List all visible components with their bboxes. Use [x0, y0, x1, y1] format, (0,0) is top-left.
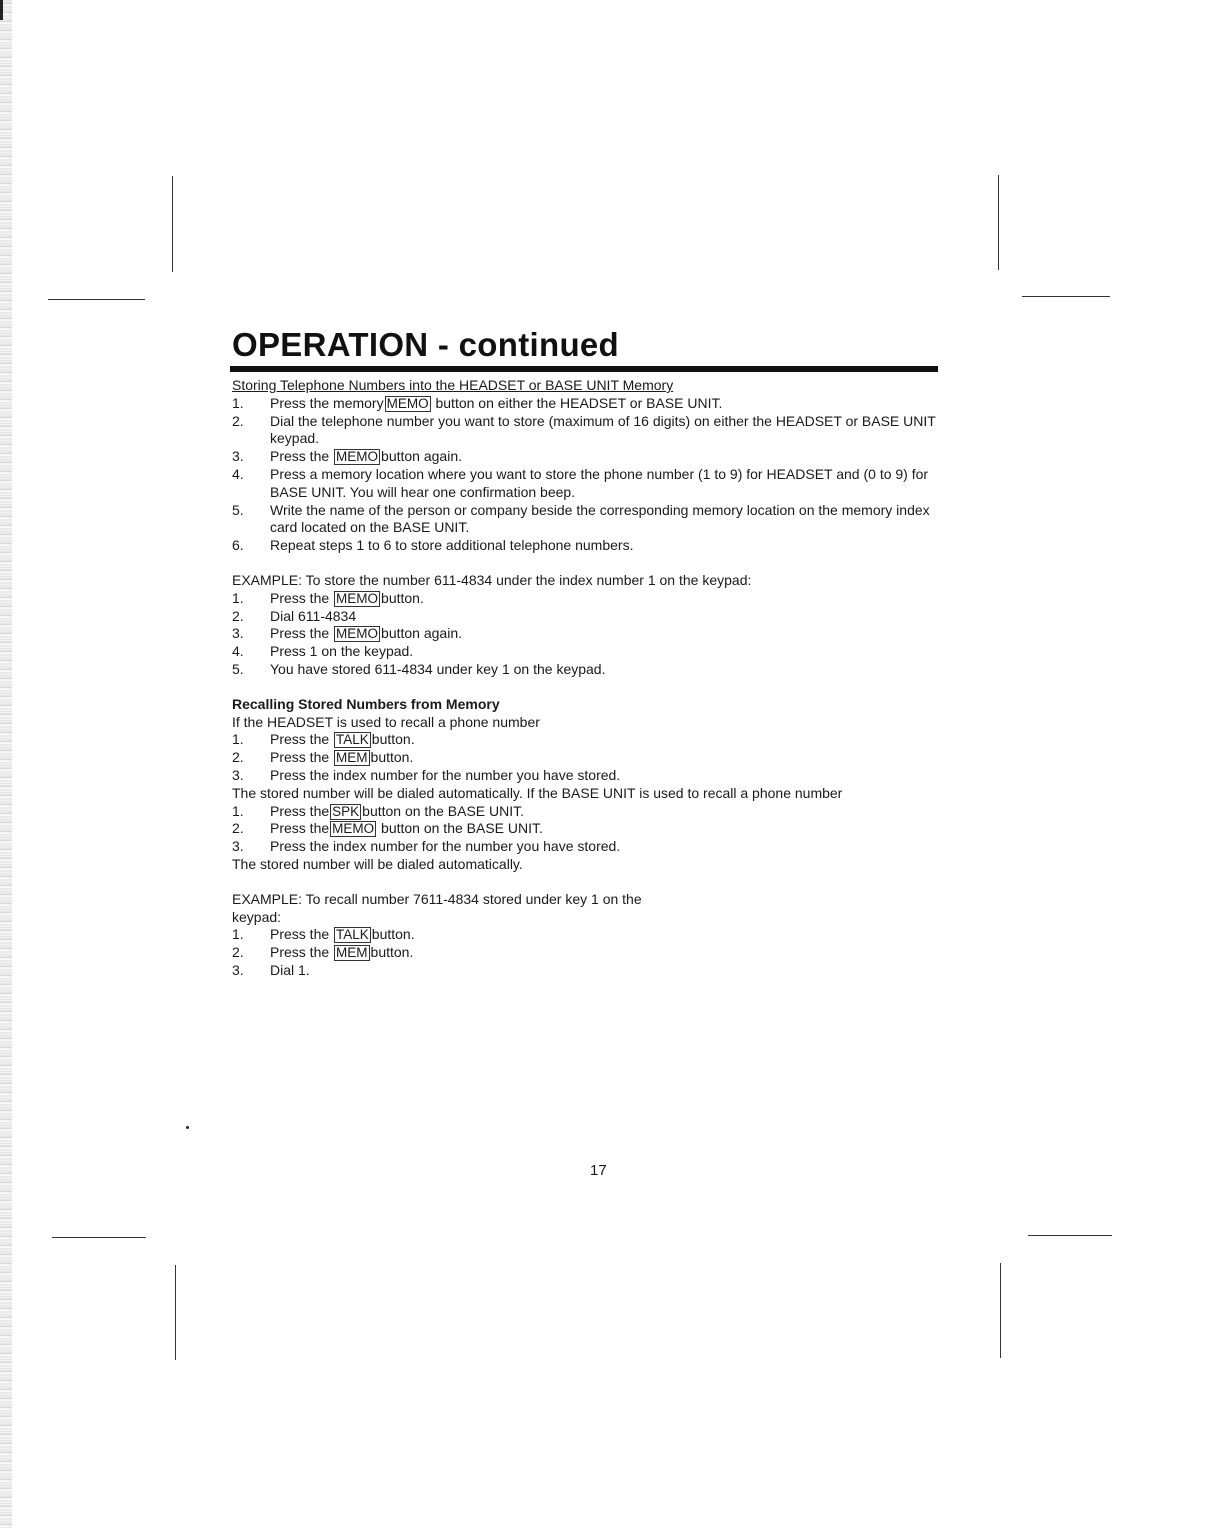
list-item: 1. Press the memory MEMO button on either the HEADSET or BASE UNIT.	[232, 394, 723, 411]
list-item: 4. Press 1 on the keypad.	[232, 643, 414, 660]
example2-intro-cont: keypad:	[232, 908, 282, 925]
list-item: 3. Dial 1.	[232, 961, 310, 978]
example2-intro: EXAMPLE: To recall number 7611-4834 stored under key 1 on the	[232, 890, 642, 907]
list-item: 1. Press the TALK button.	[232, 926, 415, 943]
crop-mark	[52, 1237, 146, 1238]
example2-steps	[232, 926, 944, 979]
list-item: 5. Write the name of the person or company beside the corresponding memory location on the memory index card located on the BASE UNIT.	[232, 501, 930, 536]
headset-intro: If the HEADSET is used to recall a phone number	[232, 713, 540, 730]
recalling-heading: Recalling Stored Numbers from Memory	[232, 695, 500, 712]
crop-mark	[48, 299, 145, 300]
crop-mark	[1000, 1263, 1001, 1358]
crop-mark	[1028, 1235, 1112, 1236]
storing-subtitle: Storing Telephone Numbers into the HEADSET or BASE UNIT Memory	[232, 377, 674, 393]
list-item: 3. Press the MEMO button again.	[232, 448, 462, 465]
list-item: 2. Dial the telephone number you want to store (maximum of 16 digits) on either the HEADSET or BASE UNIT keypad.	[232, 412, 936, 447]
crop-mark	[998, 175, 999, 270]
base-intro: The stored number will be dialed automatically. If the BASE UNIT is used to recall a phone number	[232, 784, 843, 801]
example-intro: EXAMPLE: To store the number 611-4834 under the index number 1 on the keypad:	[232, 571, 752, 588]
memo-key-label: MEMO	[386, 395, 429, 411]
memo-key-label: MEMO	[332, 821, 375, 837]
mem-key-label: MEM	[336, 750, 368, 766]
list-item: 6. Repeat steps 1 to 6 to store additional telephone numbers.	[232, 537, 634, 554]
page-number: 17	[590, 1162, 607, 1179]
mem-key-label: MEM	[336, 945, 368, 961]
list-item: 3. Press the MEMO button again.	[232, 625, 462, 642]
page-title: OPERATION - continued	[232, 326, 620, 363]
list-item: 2. Press the MEM button.	[232, 944, 414, 961]
spk-key-label: SPK	[332, 803, 360, 819]
crop-mark	[1022, 296, 1110, 297]
memo-key-label: MEMO	[336, 626, 379, 642]
memo-key-label: MEMO	[336, 590, 379, 606]
scan-speck	[186, 1126, 189, 1129]
list-item: 1. Press the TALK button.	[232, 731, 415, 748]
scan-edge-noise	[0, 0, 12, 1528]
list-item: 1. Press the MEMO button.	[232, 589, 424, 606]
document-body	[232, 377, 944, 980]
talk-key-label: TALK	[336, 927, 369, 943]
storing-steps	[232, 395, 944, 555]
crop-mark	[175, 1265, 176, 1360]
memo-key-label: MEMO	[336, 449, 379, 465]
list-item: 2. Dial 611-4834	[232, 607, 357, 624]
example-steps	[232, 590, 944, 679]
scan-edge-mark	[0, 0, 3, 20]
crop-mark	[172, 176, 173, 272]
list-item: 5. You have stored 611-4834 under key 1 on the keypad.	[232, 660, 606, 677]
list-item: 3. Press the index number for the number you have stored.	[232, 766, 621, 783]
headset-steps	[232, 731, 944, 784]
list-item: 2. Press the MEM button.	[232, 749, 414, 766]
list-item: 3. Press the index number for the number you have stored.	[232, 838, 621, 855]
list-item: 1. Press the SPK button on the BASE UNIT.	[232, 802, 525, 819]
list-item: 2. Press the MEMO button on the BASE UNIT.	[232, 820, 543, 837]
title-rule	[230, 366, 938, 372]
recall-outro: The stored number will be dialed automatically.	[232, 855, 523, 872]
list-item: 4. Press a memory location where you want to store the phone number (1 to 9) for HEADSET and (0 to 9) for BASE UNIT. You will hear one confirmation beep.	[232, 465, 929, 500]
base-steps	[232, 803, 944, 856]
talk-key-label: TALK	[336, 732, 369, 748]
